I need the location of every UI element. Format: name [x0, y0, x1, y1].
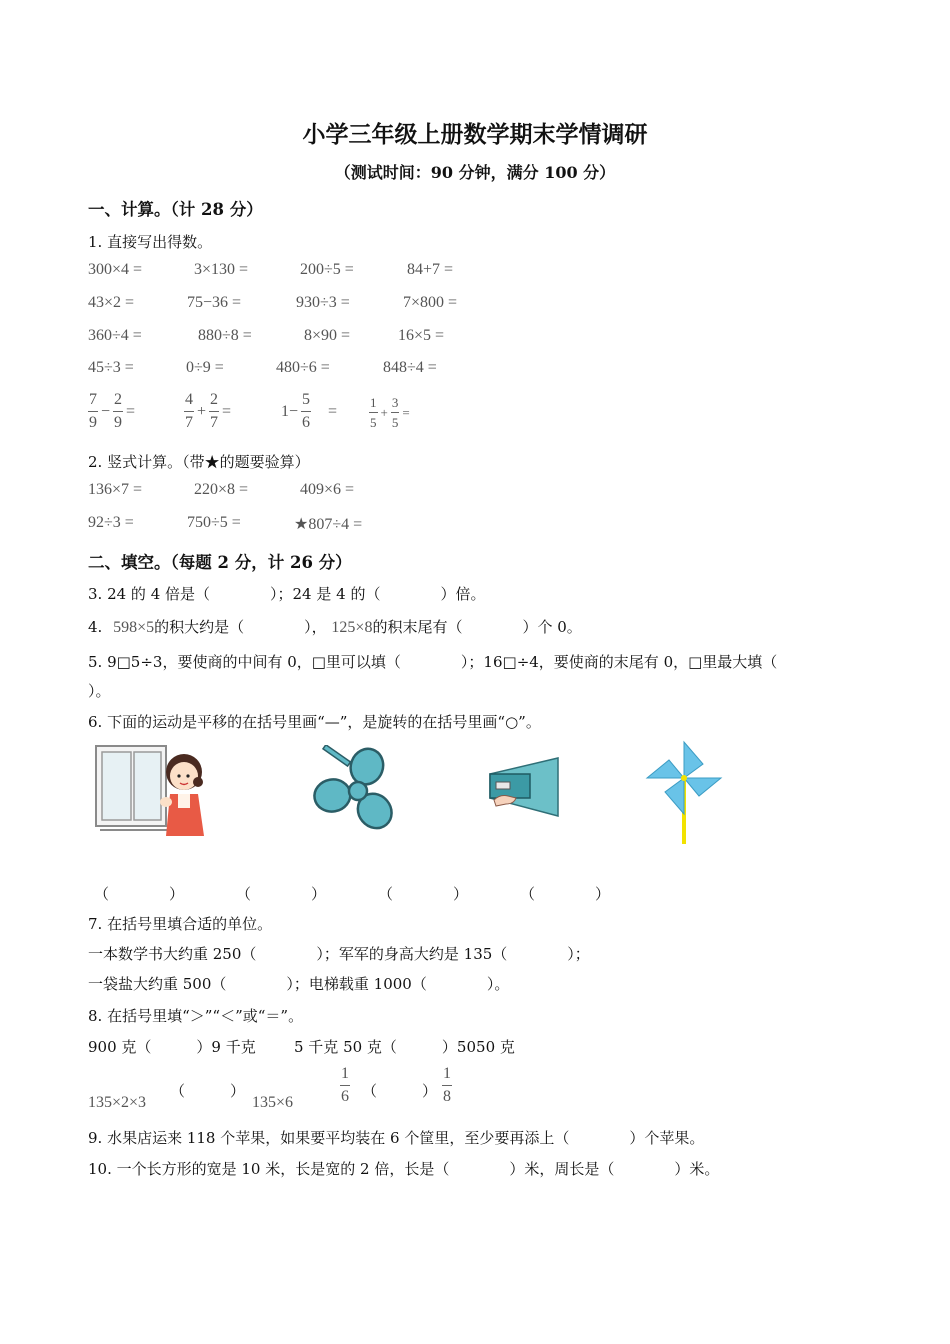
page-title: 小学三年级上册数学期末学情调研 — [302, 121, 648, 148]
q4 — [88, 616, 582, 637]
pinwheel-illustration — [643, 738, 725, 846]
q4-expression-2: 125×8 — [331, 619, 373, 636]
q6-answer-blank[interactable]: （ ） — [378, 885, 469, 903]
fraction-item — [88, 392, 135, 431]
equals: = — [222, 402, 232, 420]
calc-item: 45÷3 = — [88, 359, 134, 376]
page-subtitle: （测试时间：90 分钟，满分 100 分） — [334, 163, 616, 182]
numerator: 1 — [369, 396, 378, 413]
equals: = — [328, 402, 338, 420]
fraction-item — [184, 392, 231, 431]
numerator: 3 — [391, 396, 400, 413]
calc-item: 43×2 = — [88, 294, 135, 311]
calc-item: 880÷8 = — [198, 327, 252, 344]
denominator: 5 — [391, 415, 399, 430]
calc-item: 360÷4 = — [88, 327, 142, 344]
q8-compare-2: 5 千克 50 克（ ）5050 克 — [294, 1038, 515, 1056]
drawer-illustration — [486, 756, 564, 828]
denominator: 8 — [443, 1088, 451, 1105]
q8-fraction-2 — [442, 1066, 452, 1105]
q8-blank-1[interactable]: （ ） — [170, 1082, 246, 1100]
calc-item: 3×130 = — [194, 261, 249, 278]
q6-answer-blank[interactable]: （ ） — [520, 885, 611, 903]
q8-blank-2[interactable]: （ ） — [362, 1082, 438, 1100]
equals: = — [402, 404, 410, 420]
q8-label: 8. 在括号里填“＞”“＜”或“＝”。 — [88, 1007, 304, 1025]
denominator: 7 — [185, 414, 193, 431]
q1-label: 1. 直接写出得数。 — [88, 233, 213, 251]
calc-item: 75−36 = — [187, 294, 242, 311]
q7-line-1: 一本数学书大约重 250（ ）；军军的身高大约是 135（ ）； — [88, 945, 590, 963]
q3: 3. 24 的 4 倍是（ ）；24 是 4 的（ ）倍。 — [88, 585, 486, 603]
q6: 6. 下面的运动是平移的在括号里画“—”，是旋转的在括号里画“○”。 — [88, 713, 541, 731]
denominator: 9 — [114, 414, 123, 431]
q9: 9. 水果店运来 118 个苹果，如果要平均装在 6 个筐里，至少要再添上（ ）个苹果。 — [88, 1129, 705, 1147]
q2-label: 2. 竖式计算。（带★的题要验算） — [88, 453, 310, 471]
q7-label: 7. 在括号里填合适的单位。 — [88, 915, 273, 933]
calc-item: 8×90 = — [304, 327, 351, 344]
q5-line-1: 5. 9□5÷3，要使商的中间有 0，□里可以填（ ）；16□÷4，要使商的末尾有 0，□里最大填（ — [88, 653, 778, 671]
equals: = — [126, 402, 136, 420]
numerator: 2 — [209, 392, 219, 412]
denominator: 6 — [302, 414, 311, 431]
numerator: 1 — [340, 1066, 350, 1086]
calc-item: 7×800 = — [403, 294, 458, 311]
q4-number: 4. — [88, 618, 103, 636]
denominator: 7 — [210, 414, 219, 431]
denominator: 9 — [89, 414, 97, 431]
calc-item: 0÷9 = — [186, 359, 224, 376]
q10: 10. 一个长方形的宽是 10 米，长是宽的 2 倍，长是（ ）米，周长是（ ）米。 — [88, 1160, 720, 1178]
numerator: 4 — [184, 392, 194, 412]
numerator: 7 — [88, 392, 98, 412]
calc-item: 848÷4 = — [383, 359, 437, 376]
q4-text-1: 的积大约是（ ）， — [154, 618, 327, 636]
q8-expression-1: 135×2×3 — [88, 1094, 147, 1111]
vertical-calc-item: 136×7 = — [88, 481, 143, 498]
vertical-calc-item: 220×8 = — [194, 481, 249, 498]
section-1-heading: 一、计算。（计 28 分） — [88, 200, 263, 219]
q4-text-2: 的积末尾有（ ）个 0。 — [372, 618, 582, 636]
q5-line-2: ）。 — [88, 682, 111, 700]
section-2-heading: 二、填空。（每题 2 分，计 26 分） — [88, 553, 352, 572]
calc-item: 200÷5 = — [300, 261, 354, 278]
vertical-calc-item: 750÷5 = — [187, 514, 241, 531]
vertical-calc-item: ★807÷4 = — [294, 516, 363, 533]
fraction-item — [369, 396, 410, 429]
fan-illustration — [312, 745, 404, 837]
fraction-item — [281, 392, 337, 431]
whole-part: 1− — [281, 402, 299, 420]
q8-fraction-1 — [340, 1066, 350, 1105]
operator: − — [101, 402, 111, 420]
calc-item: 84+7 = — [407, 261, 454, 278]
denominator: 5 — [370, 415, 377, 430]
q8-expression-2: 135×6 — [252, 1094, 294, 1111]
operator: + — [197, 402, 207, 420]
q8-compare-1: 900 克（ ）9 千克 — [88, 1038, 256, 1056]
q6-answer-blank[interactable]: （ ） — [236, 885, 327, 903]
numerator: 5 — [301, 392, 311, 412]
numerator: 2 — [113, 392, 123, 412]
q6-answer-blank[interactable]: （ ） — [94, 885, 185, 903]
denominator: 6 — [341, 1088, 349, 1105]
calc-item: 480÷6 = — [276, 359, 330, 376]
window-girl-illustration — [94, 742, 214, 840]
vertical-calc-item: 92÷3 = — [88, 514, 134, 531]
vertical-calc-item: 409×6 = — [300, 481, 355, 498]
numerator: 1 — [442, 1066, 452, 1086]
calc-item: 300×4 = — [88, 261, 143, 278]
calc-item: 16×5 = — [398, 327, 445, 344]
operator: + — [380, 404, 388, 420]
calc-item: 930÷3 = — [296, 294, 350, 311]
q7-line-2: 一袋盐大约重 500（ ）；电梯载重 1000（ ）。 — [88, 975, 510, 993]
q4-expression-1: 598×5 — [113, 619, 155, 636]
